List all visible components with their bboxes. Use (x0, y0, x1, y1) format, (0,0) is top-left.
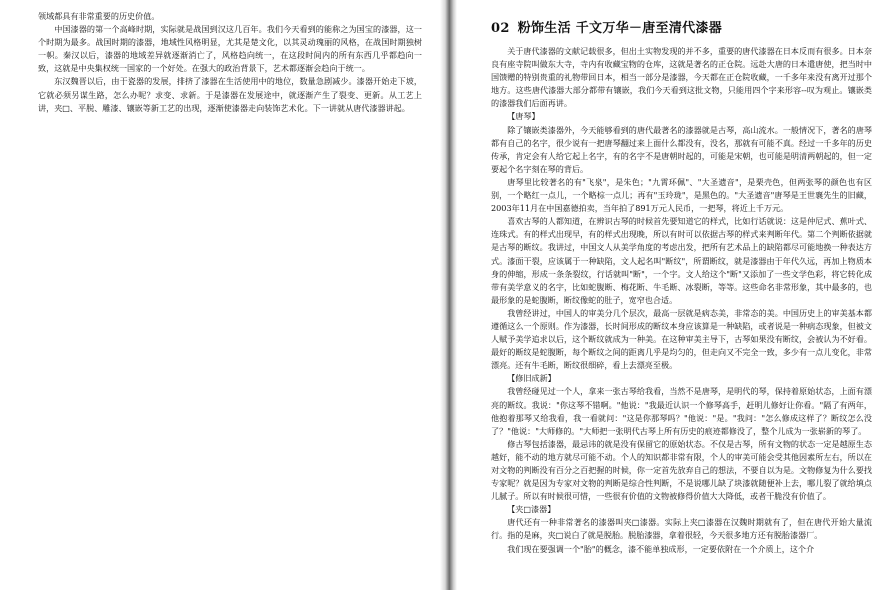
body-paragraph: 关于唐代漆器的文献记载很多，但出土实物发现的并不多，重要的唐代漆器在日本反而有很多。日本奈良有座寺院叫做东大寺，寺内有收藏宝物的仓库，这就是著名的正仓院。远赴大唐的日本遣唐使，把当时中国馈赠的特别贵重的礼物带回日本，相当一部分是漆器，今天都在正仓院收藏，一千多年来没有离开过那个地方。这些唐代漆器大部分都带有镶嵌，我们今天看到这批文物，只能用四个字来形容--叹为观止。镶嵌类的漆器我们后面再讲。 (491, 46, 872, 109)
body-paragraph: 除了镶嵌类漆器外，今天能够看到的唐代最著名的漆器就是古琴，高山流水。一般情况下，著名的唐琴都有自己的名字，很少说有一把唐琴翻过来上面什么都没有，没名，那就有可能不真。经过一千多年的历史传承，肯定会有人给它起上名字，有的名字不是唐朝时起的，可能是宋朝，也可能是明清两朝起的，但一定要起个名字刻在琴的背后。 (491, 124, 872, 174)
left-paragraph-3: 东汉魏晋以后，由于瓷器的发展，排挤了漆器在生活使用中的地位，数量急剧减少。漆器开始走下坡，它就必须另谋生路，怎么办呢？求变、求新。于是漆器在发展途中，就逐渐产生了裂变、更新。从工艺上讲，夹□、平脱、雕漆、镶嵌等新工艺的出现，逐渐使漆器走向装饰艺术化。下一讲就从唐代漆器讲起。 (38, 76, 422, 113)
body-paragraph: 我曾经讲过，中国人的审美分几个层次，最高一层就是病态美，非常态的美。中国历史上的审美基本都遵循这么一个原则。作为漆器，长时间形成的断纹本身应该算是一种缺陷，或者说是一种病态现象，但被文人赋予美学追求以后，这个断纹就成为一种美。在这种审美主导下，古琴如果没有断纹，会被认为不好看。最好的断纹是蛇腹断，每个断纹之间的距离几乎是均匀的，但走向又不完全一致，多少有一点儿变化，非常漂亮。还有牛毛断，断纹很细碎，看上去漂亮至极。 (491, 307, 872, 371)
book-gutter (440, 0, 457, 590)
body-paragraph: 我们现在要强调一个"胎"的概念，漆不能单独成形，一定要依附在一个介质上，这个介 (507, 543, 815, 554)
right-page (457, 0, 896, 590)
section-heading-jiazhu-lacquer: 【夹□漆器】 (507, 504, 556, 515)
chapter-title (491, 20, 872, 38)
body-paragraph: 唐代还有一种非常著名的漆器叫夹□漆器。实际上夹□漆器在汉魏时期就有了，但在唐代开始大量流行。指的是麻，夹□说白了就是脱胎。脱胎漆器，拿着很轻，今天很多地方还有脱胎漆器厂。 (491, 517, 872, 541)
body-paragraph: 修古琴包括漆器，最忌讳的就是没有保留它的原始状态。不仅是古琴，所有文物的状态一定是越原生态越好，能不动的地方就尽可能不动。个人的知识都非常有限，个人的审美可能会受其他因素所左右，所以在对文物的判断没有百分之百把握的时候，你一定首先放弃自己的想法，不要自以为是。文物修复为什么要找专家呢？就是因为专家对文物的判断是综合性判断，不是说哪儿缺了块漆就随便补上去，哪儿裂了就给填点儿腻子。所以有时候很可惜，一些很有价值的文物被修得价值大大降低，或者干脆没有价值了。 (491, 438, 872, 502)
chapter-title-text: 粉饰生活 千文万华－唐至清代漆器 (517, 21, 723, 36)
body-paragraph: 喜欢古琴的人都知道，在辨识古琴的时候首先要知道它的样式，比如行话就说：这是仲尼式、蕉叶式、连珠式。有的样式出现早，有的样式出现晚，所以有时可以依据古琴的样式来判断年代。第二个判断依据就是古琴的断纹。我讲过，中国文人从美学角度的考虑出发，把所有艺术品上的缺陷都尽可能地换一种表达方式。漆面干裂，应该属于一种缺陷，文人起名叫"断纹"，所谓断纹，就是漆器由于年代久远，再加上物质本身的伸缩，形成一条条裂纹，行话就叫"断"，一个字。文人给这个"断"又添加了一些文学色彩，将它转化成带有美学意义的名字，比如蛇腹断、梅花断、牛毛断、冰裂断，等等。这些命名非常形象，其中最多的，也最形象的是蛇腹断，断纹像蛇的肚子，宽窄也合适。 (491, 216, 872, 305)
chapter-number: 02 (491, 21, 510, 36)
body-paragraph: 唐琴里比较著名的有"飞泉"，是朱色；"九霄环佩"、"大圣遗音"，是栗壳色，但两张琴的颜色也有区别，一个略红一点儿，一个略棕一点儿；再有"玉玲珑"，是黑色的。"大圣遗音"唐琴是王世襄先生的旧藏，2003年11月在中国嘉德拍卖，当年拍了891万元人民币，一把琴，将近上千万元。 (491, 176, 872, 214)
body-paragraph: 我曾经碰见过一个人，拿来一张古琴给我看，当然不是唐琴，是明代的琴，保持着原始状态，上面有漂亮的断纹。我说："你这琴不错啊。"他说："我最近认识一个修琴高手，赶明儿修好让你看。"隔了有两年，他抱着那琴又给我看，我一看就问："这是你那琴吗？"他说："是。"我问："怎么修成这样了？断纹怎么没了？"他说："大师修的。"大师把一张明代古琴上所有历史的痕迹都修没了，整个儿成为一张崭新的琴了。 (491, 386, 872, 436)
left-paragraph-2: 中国漆器的第一个高峰时期，实际就是战国到汉这几百年。我们今天看到的能称之为国宝的漆器，这一个时期为最多。战国时期的漆器，地域性风格明显，尤其是楚文化，以其灵动瑰丽的风格，在战国时期独树一帜。秦汉以后，漆器的地域差异就逐渐消亡了，风格趋向统一，在这段时间内的所有东西几乎都趋向一致，这就是中央集权统一国家的一个好处。在强大的政治背景下，艺术都逐渐会趋向于统一。 (38, 24, 422, 74)
left-page (0, 0, 440, 590)
section-heading-tang-qin: 【唐琴】 (507, 111, 540, 122)
left-paragraph-1: 领域都具有非常重要的历史价值。 (38, 11, 160, 21)
section-heading-restoration: 【修旧成新】 (507, 373, 556, 384)
